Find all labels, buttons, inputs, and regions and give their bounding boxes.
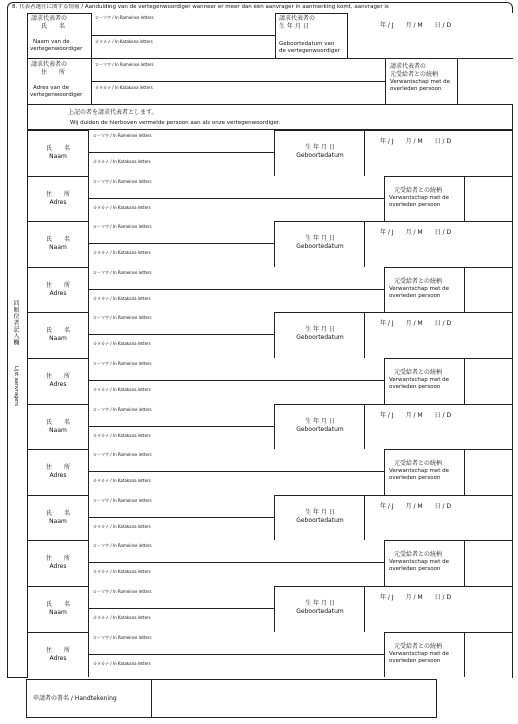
rep-addr-nl-label — [30, 85, 82, 99]
applicant-5-address-nl: Adres — [49, 563, 67, 570]
applicant-4-name-jp: 氏 名 — [45, 419, 70, 426]
applicant-2-relation-jp: 元受給者との続柄 — [394, 278, 443, 285]
applicant-2-relation-field[interactable] — [466, 268, 512, 312]
applicant-4-address-romaji-hint: ローマ字 / In Romeinse letters — [93, 452, 152, 457]
rep-addr-nl-line2: vertegenwoordiger — [30, 92, 83, 98]
signature-field[interactable] — [153, 680, 436, 717]
applicant-6-address-jp: 住 所 — [45, 647, 70, 654]
applicant-1-address-jp: 住 所 — [45, 191, 70, 198]
applicant-3-name-romaji-hint: ローマ字 / In Romeinse letters — [93, 315, 152, 320]
applicant-4-address-katakana-field[interactable] — [89, 472, 385, 495]
applicant-1-address-katakana-hint: カタカナ / In Katakana letters — [93, 205, 151, 210]
rep-dob-jp-label — [279, 15, 315, 31]
applicant-5-relation-jp: 元受給者との続柄 — [394, 551, 443, 558]
applicant-1-name-jp: 氏 名 — [45, 145, 70, 152]
applicant-2-address-nl: Adres — [49, 290, 67, 297]
applicant-1-dob-nl: Geboortedatum — [296, 152, 344, 159]
applicant-3-name-label — [27, 327, 89, 343]
applicant-2-name-nl: Naam — [49, 244, 67, 251]
applicant-6-address-katakana-field[interactable] — [89, 655, 385, 677]
applicant-4-dob-format: 年 / J 月 / M 日 / D — [380, 412, 452, 419]
applicant-4-name-katakana-hint: カタカナ / In Katakana letters — [93, 433, 151, 438]
applicant-5-relation-label — [389, 551, 465, 573]
applicant-5-address-jp: 住 所 — [45, 555, 70, 562]
applicant-6-address-nl: Adres — [49, 655, 67, 662]
applicant-5-name-label — [27, 510, 89, 526]
applicant-2-relation-label — [389, 278, 465, 300]
applicant-5-dob-nl: Geboortedatum — [296, 517, 344, 524]
rep-rel-jp-line1: 請求代表者の — [390, 63, 427, 70]
applicant-4-name-katakana-field[interactable] — [89, 427, 275, 449]
applicant-4-name-label — [27, 419, 89, 435]
declaration-nl: Wij duiden de hierboven vermelde persoon aan als onze vertegenwoordiger. — [70, 120, 281, 126]
applicant-2-address-romaji-hint: ローマ字 / In Romeinse letters — [93, 270, 152, 275]
applicants-side-label — [9, 300, 25, 450]
applicant-4-relation-nl-2: overleden persoon — [389, 475, 441, 481]
applicant-5-name-katakana-field[interactable] — [89, 518, 275, 540]
applicant-4-dob-jp: 生 年 月 日 — [305, 418, 335, 425]
applicant-4-name-nl: Naam — [49, 427, 67, 434]
applicant-2-name-romaji-hint: ローマ字 / In Romeinse letters — [93, 224, 152, 229]
applicant-3-relation-field[interactable] — [466, 359, 512, 404]
rep-addr-jp-line2: 住 所 — [41, 69, 66, 76]
applicant-6-name-katakana-field[interactable] — [89, 609, 275, 632]
applicant-5-relation-nl-1: Verwantschap met de — [389, 559, 449, 565]
rep-name-nl-line1: Naam van de — [33, 39, 70, 45]
rep-name-nl-label — [30, 39, 82, 53]
side-label-jp: 同順位者記入欄 — [12, 300, 19, 346]
rep-name-katakana-hint: カタカナ / In Katakana letters — [95, 39, 153, 44]
rep-rel-jp-line2: 元受給者との続柄 — [390, 71, 439, 78]
applicant-4-dob-label — [275, 418, 365, 434]
applicant-5-name-jp: 氏 名 — [45, 510, 70, 517]
applicant-6-dob-format: 年 / J 月 / M 日 / D — [380, 594, 452, 601]
rep-addr-katakana-hint: カタカナ / In Katakana letters — [95, 85, 153, 90]
applicant-2-dob-jp: 生 年 月 日 — [305, 235, 335, 242]
applicant-4-address-nl: Adres — [49, 472, 67, 479]
section-8-title: 8. 代表者選任に関する情報 / Aanduiding van de vertegenwoordiger wanneer er meer dan één aanvrager in aanmerking komt, aanvrager is — [12, 4, 389, 10]
applicant-5-name-nl: Naam — [49, 518, 67, 525]
applicant-4-address-label — [27, 464, 89, 480]
applicant-5-address-label — [27, 555, 89, 571]
applicant-1-name-romaji-hint: ローマ字 / In Romeinse letters — [93, 133, 152, 138]
applicant-6-relation-field[interactable] — [466, 633, 512, 677]
applicant-6-name-nl: Naam — [49, 609, 67, 616]
rep-name-nl-line2: vertegenwoordiger — [30, 46, 83, 52]
rep-dob-nl-line1: Geboortedatum van — [279, 41, 335, 47]
rep-addr-nl-line1: Adres van de — [33, 85, 70, 91]
applicant-4-name-romaji-hint: ローマ字 / In Romeinse letters — [93, 407, 152, 412]
applicant-4-relation-jp: 元受給者との続柄 — [394, 460, 443, 467]
applicant-2-dob-label — [275, 235, 365, 251]
applicant-2-relation-nl-2: overleden persoon — [389, 293, 441, 299]
applicant-1-dob-format: 年 / J 月 / M 日 / D — [380, 138, 452, 145]
applicant-6-address-label — [27, 647, 89, 663]
applicant-2-name-katakana-hint: カタカナ / In Katakana letters — [93, 250, 151, 255]
applicant-4-relation-field[interactable] — [466, 450, 512, 495]
applicant-4-address-jp: 住 所 — [45, 464, 70, 471]
applicant-5-address-romaji-hint: ローマ字 / In Romeinse letters — [93, 543, 152, 548]
signature-label: 申請者の署名 / Handtekening — [33, 695, 117, 702]
applicant-2-name-katakana-field[interactable] — [89, 244, 275, 267]
applicant-3-name-katakana-hint: カタカナ / In Katakana letters — [93, 341, 151, 346]
rep-name-jp-label — [31, 15, 67, 31]
applicant-2-address-jp: 住 所 — [45, 282, 70, 289]
rep-addr-jp-line1: 請求代表者の — [31, 61, 68, 68]
applicant-5-address-katakana-hint: カタカナ / In Katakana letters — [93, 569, 151, 574]
applicant-5-address-katakana-field[interactable] — [89, 563, 385, 586]
rep-dob-jp-line1: 請求代表者の — [279, 15, 316, 22]
applicant-3-relation-nl-1: Verwantschap met de — [389, 377, 449, 383]
rep-name-jp-line2: 氏 名 — [41, 23, 66, 30]
applicant-3-address-jp: 住 所 — [45, 373, 70, 380]
applicant-6-address-katakana-hint: カタカナ / In Katakana letters — [93, 661, 151, 666]
applicant-2-relation-nl-1: Verwantschap met de — [389, 286, 449, 292]
applicant-3-relation-nl-2: overleden persoon — [389, 384, 441, 390]
applicant-6-address-romaji-hint: ローマ字 / In Romeinse letters — [93, 635, 152, 640]
applicant-1-address-label — [27, 191, 89, 207]
applicant-2-address-katakana-hint: カタカナ / In Katakana letters — [93, 296, 151, 301]
rep-rel-label — [390, 63, 450, 93]
applicant-5-name-romaji-hint: ローマ字 / In Romeinse letters — [93, 498, 152, 503]
applicant-5-dob-label — [275, 509, 365, 525]
applicant-2-address-katakana-field[interactable] — [89, 290, 385, 312]
applicant-1-relation-label — [389, 187, 465, 209]
applicant-1-address-nl: Adres — [49, 199, 67, 206]
applicant-1-address-romaji-hint: ローマ字 / In Romeinse letters — [93, 179, 152, 184]
rep-dob-jp-line2: 生 年 月 日 — [279, 23, 309, 30]
applicant-3-address-nl: Adres — [49, 381, 67, 388]
applicant-3-name-jp: 氏 名 — [45, 327, 70, 334]
applicant-2-dob-nl: Geboortedatum — [296, 243, 344, 250]
rep-dob-nl-line2: de vertegenwoordiger — [279, 48, 340, 54]
applicant-5-name-katakana-hint: カタカナ / In Katakana letters — [93, 524, 151, 529]
applicant-3-dob-jp: 生 年 月 日 — [305, 326, 335, 333]
applicant-3-address-katakana-hint: カタカナ / In Katakana letters — [93, 387, 151, 392]
rep-addr-romaji-hint: ローマ字 / In Romeinse letters — [95, 62, 154, 67]
applicant-3-address-romaji-hint: ローマ字 / In Romeinse letters — [93, 361, 152, 366]
applicant-1-name-katakana-hint: カタカナ / In Katakana letters — [93, 159, 151, 164]
applicant-6-name-jp: 氏 名 — [45, 601, 70, 608]
applicant-3-name-nl: Naam — [49, 335, 67, 342]
applicant-6-relation-jp: 元受給者との続柄 — [394, 643, 443, 650]
rep-rel-nl-line1: Verwantschap met de — [390, 79, 450, 85]
applicant-6-name-label — [27, 601, 89, 617]
applicant-6-dob-label — [275, 600, 365, 616]
applicant-4-dob-nl: Geboortedatum — [296, 426, 344, 433]
applicant-3-dob-label — [275, 326, 365, 342]
rep-name-jp-line1: 請求代表者の — [31, 15, 68, 22]
applicant-3-relation-label — [389, 369, 465, 391]
applicant-2-name-jp: 氏 名 — [45, 236, 70, 243]
applicant-3-dob-format: 年 / J 月 / M 日 / D — [380, 320, 452, 327]
applicant-6-relation-label — [389, 643, 465, 665]
applicant-3-name-katakana-field[interactable] — [89, 335, 275, 358]
applicant-1-name-katakana-field[interactable] — [89, 153, 275, 176]
rep-dob-field[interactable] — [348, 13, 513, 59]
applicant-1-relation-nl-2: overleden persoon — [389, 202, 441, 208]
applicant-2-address-label — [27, 282, 89, 298]
rep-rel-nl-line2: overleden persoon — [390, 86, 442, 92]
applicant-2-dob-format: 年 / J 月 / M 日 / D — [380, 229, 452, 236]
rep-name-romaji-hint: ローマ字 / In Romeinse letters — [95, 15, 154, 20]
applicant-1-relation-jp: 元受給者との続柄 — [394, 187, 443, 194]
applicant-1-name-label — [27, 145, 89, 161]
applicant-5-dob-jp: 生 年 月 日 — [305, 509, 335, 516]
applicant-4-relation-label — [389, 460, 465, 482]
applicant-1-name-nl: Naam — [49, 153, 67, 160]
applicant-5-dob-format: 年 / J 月 / M 日 / D — [380, 503, 452, 510]
applicant-6-dob-nl: Geboortedatum — [296, 608, 344, 615]
applicant-1-dob-jp: 生 年 月 日 — [305, 144, 335, 151]
applicant-3-dob-nl: Geboortedatum — [296, 334, 344, 341]
applicant-3-address-label — [27, 373, 89, 389]
applicant-4-relation-nl-1: Verwantschap met de — [389, 468, 449, 474]
applicant-1-address-katakana-field[interactable] — [89, 199, 385, 221]
declaration-jp: 上記の者を請求代表者とします。 — [68, 109, 158, 116]
applicant-6-name-romaji-hint: ローマ字 / In Romeinse letters — [93, 589, 152, 594]
applicant-1-relation-field[interactable] — [466, 177, 512, 221]
applicant-2-name-label — [27, 236, 89, 252]
applicant-4-address-katakana-hint: カタカナ / In Katakana letters — [93, 478, 151, 483]
rep-addr-jp-label — [31, 61, 67, 77]
applicant-3-relation-jp: 元受給者との続柄 — [394, 369, 443, 376]
applicant-1-dob-label — [275, 144, 365, 160]
rep-rel-field[interactable] — [458, 59, 513, 105]
applicant-6-dob-jp: 生 年 月 日 — [305, 600, 335, 607]
rep-dob-nl-label — [279, 41, 340, 55]
side-label-nl: Lijst aanvragers — [13, 366, 19, 407]
applicant-6-relation-nl-2: overleden persoon — [389, 658, 441, 664]
rep-dob-format: 年 / J 月 / M 日 / D — [380, 22, 452, 29]
applicant-1-relation-nl-1: Verwantschap met de — [389, 195, 449, 201]
applicant-5-relation-field[interactable] — [466, 541, 512, 586]
applicant-5-relation-nl-2: overleden persoon — [389, 566, 441, 572]
applicant-3-address-katakana-field[interactable] — [89, 381, 385, 404]
applicant-6-name-katakana-hint: カタカナ / In Katakana letters — [93, 615, 151, 620]
applicant-6-relation-nl-1: Verwantschap met de — [389, 651, 449, 657]
